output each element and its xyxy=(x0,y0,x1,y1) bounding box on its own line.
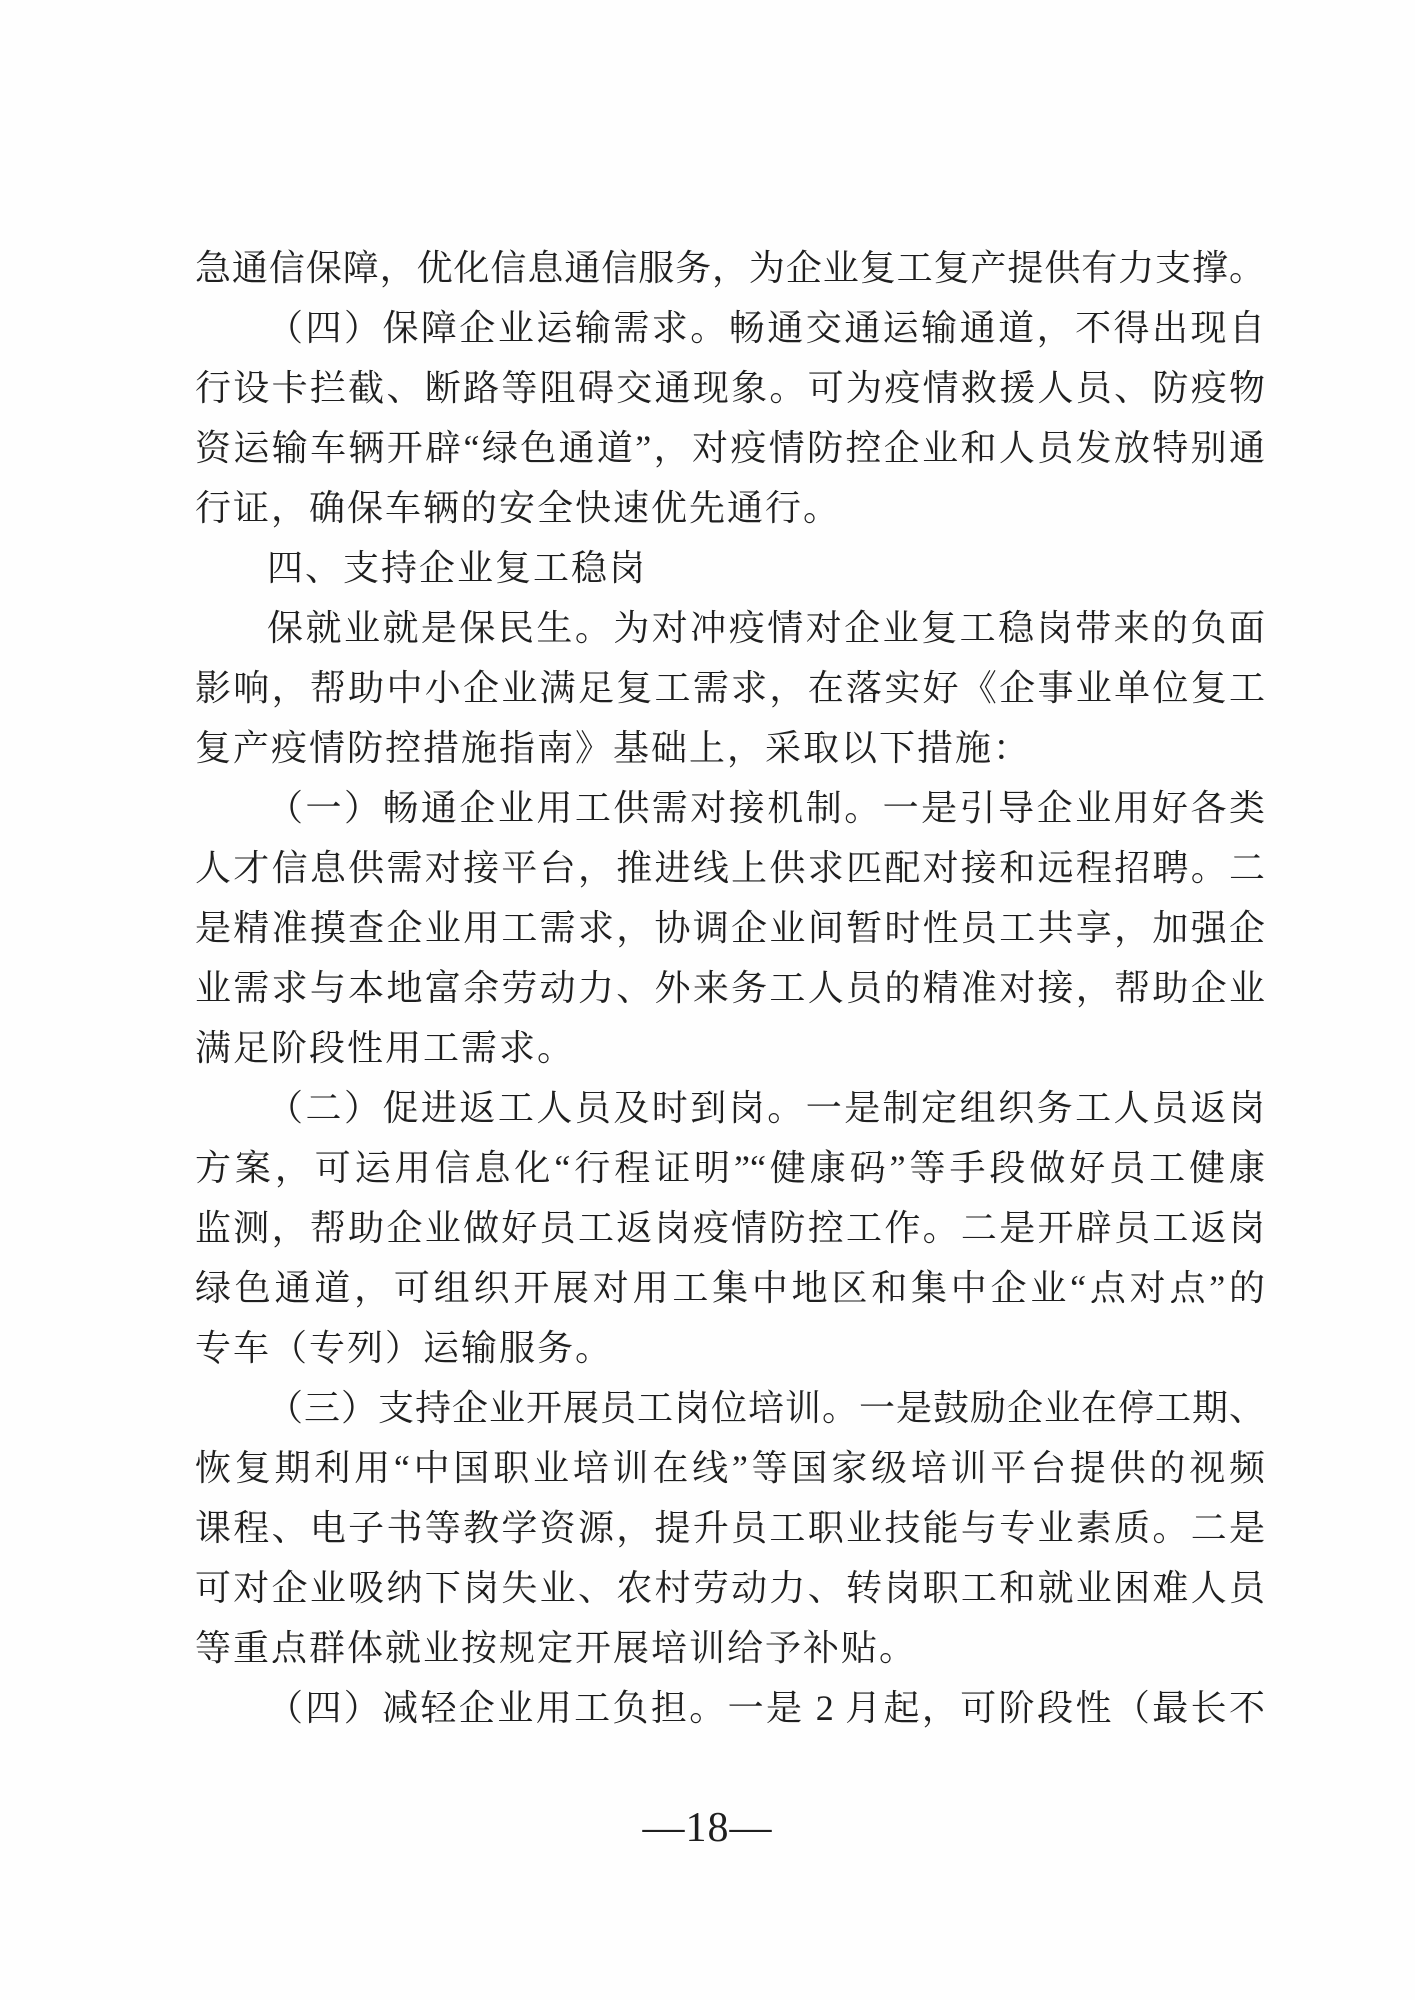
text-line: （四）保障企业运输需求。畅通交通运输通道，不得出现自 xyxy=(267,308,1265,348)
text-line: 是精准摸查企业用工需求，协调企业间暂时性员工共享，加强企 xyxy=(195,908,1265,948)
text-line: 四、支持企业复工稳岗 xyxy=(267,548,648,588)
text-line: （四）减轻企业用工负担。一是 2 月起，可阶段性（最长不 xyxy=(267,1688,1265,1728)
text-line: 行设卡拦截、断路等阻碍交通现象。可为疫情救援人员、防疫物 xyxy=(195,368,1265,408)
text-line: 等重点群体就业按规定开展培训给予补贴。 xyxy=(195,1628,918,1668)
text-line: 监测，帮助企业做好员工返岗疫情防控工作。二是开辟员工返岗 xyxy=(195,1208,1265,1248)
page-number: —18— xyxy=(642,1805,773,1851)
document-body xyxy=(195,238,1265,1738)
text-line: （三）支持企业开展员工岗位培训。一是鼓励企业在停工期、 xyxy=(267,1388,1265,1428)
text-line: 方案，可运用信息化“行程证明”“健康码”等手段做好员工健康 xyxy=(195,1148,1265,1188)
text-line: 复产疫情防控措施指南》基础上，采取以下措施： xyxy=(195,728,1032,768)
text-line: 急通信保障，优化信息通信服务，为企业复工复产提供有力支撑。 xyxy=(195,248,1265,288)
text-line: （二）促进返工人员及时到岗。一是制定组织务工人员返岗 xyxy=(267,1088,1265,1128)
text-line: 行证，确保车辆的安全快速优先通行。 xyxy=(195,488,842,528)
text-line: 影响，帮助中小企业满足复工需求，在落实好《企事业单位复工 xyxy=(195,668,1265,708)
text-line: 可对企业吸纳下岗失业、农村劳动力、转岗职工和就业困难人员 xyxy=(195,1568,1265,1608)
text-line: 专车（专列）运输服务。 xyxy=(195,1328,614,1368)
text-line: 绿色通道，可组织开展对用工集中地区和集中企业“点对点”的 xyxy=(195,1268,1265,1308)
text-line: 课程、电子书等教学资源，提升员工职业技能与专业素质。二是 xyxy=(195,1508,1265,1548)
text-line: 恢复期利用“中国职业培训在线”等国家级培训平台提供的视频 xyxy=(195,1448,1265,1488)
text-line: （一）畅通企业用工供需对接机制。一是引导企业用好各类 xyxy=(267,788,1265,828)
text-line: 业需求与本地富余劳动力、外来务工人员的精准对接，帮助企业 xyxy=(195,968,1265,1008)
text-line: 满足阶段性用工需求。 xyxy=(195,1028,576,1068)
text-line: 人才信息供需对接平台，推进线上供求匹配对接和远程招聘。二 xyxy=(195,848,1265,888)
text-line: 保就业就是保民生。为对冲疫情对企业复工稳岗带来的负面 xyxy=(267,608,1265,648)
text-line: 资运输车辆开辟“绿色通道”，对疫情防控企业和人员发放特别通 xyxy=(195,428,1265,468)
